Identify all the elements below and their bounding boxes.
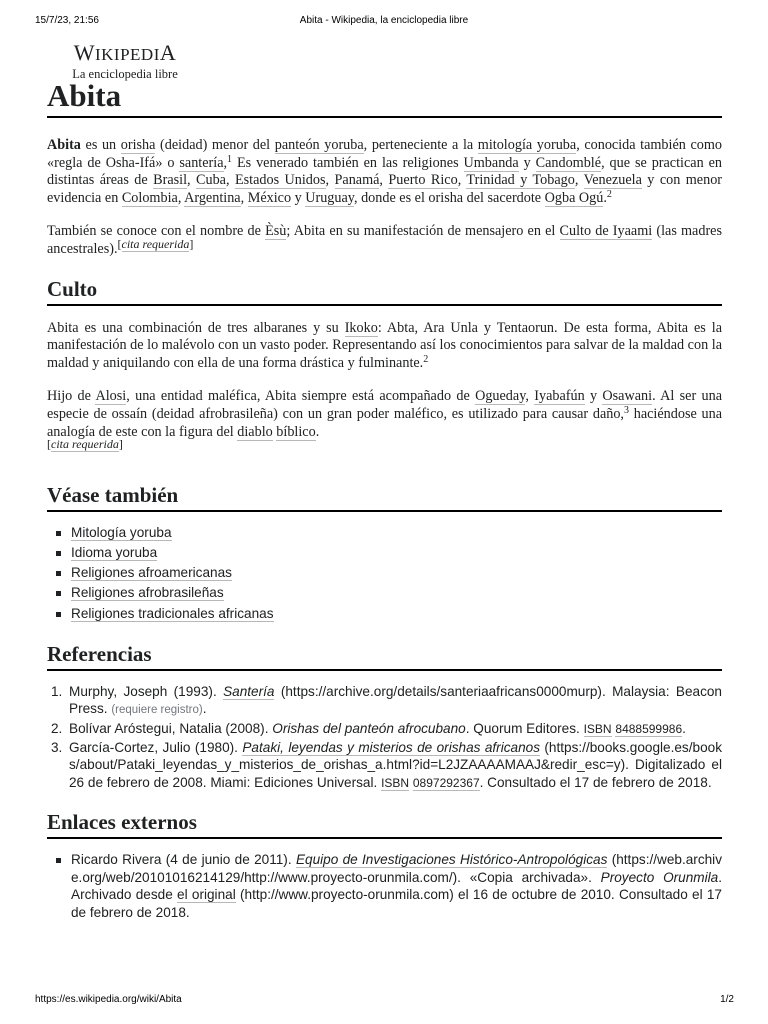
isbn-number-link[interactable]: 0897292367	[412, 775, 480, 790]
article-content	[47, 78, 722, 922]
link-cuba[interactable]: Cuba	[196, 172, 226, 189]
link-umbanda[interactable]: Umbanda	[463, 154, 519, 171]
ref-2-link[interactable]: 2	[606, 188, 612, 200]
external-links-list	[47, 851, 722, 921]
link-see-also[interactable]: Mitología yoruba	[71, 524, 172, 540]
print-header	[0, 15, 768, 29]
heading-vease-tambien: Véase también	[47, 482, 722, 512]
link-original[interactable]: el original	[177, 887, 236, 903]
reference-item: 1. Murphy, Joseph (1993). Santería (https://archive.org/details/santeriaafricans0000murp). Malaysia: Beacon Press. (requiere registro).	[51, 683, 722, 717]
ref-2-link[interactable]: 2	[423, 353, 429, 365]
external-link[interactable]: Equipo de Investigaciones Histórico-Antropológicas	[295, 852, 608, 868]
print-date: 15/7/23, 21:56	[35, 15, 99, 26]
isbn-link[interactable]: ISBN	[583, 721, 612, 736]
link-orisha[interactable]: orisha	[120, 137, 156, 153]
culto-paragraph-1: Abita es una combinación de tres albaranes y su Ikoko: Abta, Ara Unla y Tentaorun. De esta forma, Abita es la manifestación de lo malévolo con un vasto poder. Representando así los conocimientos para salvar de la maldad con la maldad y aniquilando con ella de una forma drástica y fulminante.$^2$	[47, 319, 722, 371]
ref-3-link[interactable]: 3	[623, 404, 629, 416]
page-title: Abita	[47, 78, 722, 118]
link-see-also[interactable]: Religiones afroamericanas	[71, 565, 232, 581]
link-puerto-rico[interactable]: Puerto Rico	[388, 172, 458, 189]
wikipedia-logo[interactable]	[66, 41, 184, 81]
isbn-number-link[interactable]: 8488599986	[615, 721, 683, 736]
link-biblico[interactable]: bíblico	[276, 423, 316, 440]
heading-referencias: Referencias	[47, 641, 722, 671]
ref-title-link[interactable]: Santería	[223, 683, 275, 699]
culto-paragraph-2: Hijo de Alosi, una entidad maléfica, Abita siempre está acompañado de Ogueday, Iyabafún y Osawani. Al ser una especie de ossaín (deidad afrobrasileña) con un gran poder maléfico, es utilizado para causar daño,$^3$ haciéndose una analogía de este con la figura del diablo bíblico. [cita requerida]	[47, 388, 723, 452]
intro-paragraph: Abita es un orisha (deidad) menor del panteón yoruba, perteneciente a la mitología yoruba, conocida también como «regla de Osha-Ifá» o santería,$^1$ Es venerado también en las religiones Umbanda y Candomblé, que se practican en distintas áreas de Brasil, Cuba, Estados Unidos, Panamá, Puerto Rico, Trinidad y Tobago, Venezuela y con menor evidencia en Colombia, Argentina, México y Uruguay, donde es el orisha del sacerdote Ogba Ogú.$^2$	[47, 137, 723, 206]
link-estados-unidos[interactable]: Estados Unidos	[234, 172, 326, 189]
link-see-also[interactable]: Religiones afrobrasileñas	[71, 585, 224, 601]
reference-item: 2. Bolívar Aróstegui, Natalia (2008). Orishas del panteón afrocubano. Quorum Editores. ISBN 8488599986.	[51, 720, 686, 736]
print-title: Abita - Wikipedia, la enciclopedia libre	[299, 15, 469, 26]
references-list	[47, 683, 722, 793]
list-item	[47, 543, 722, 563]
list-item	[47, 583, 722, 603]
heading-culto: Culto	[47, 276, 722, 306]
link-venezuela[interactable]: Venezuela	[583, 172, 642, 189]
link-mitologia-yoruba[interactable]: mitología yoruba	[477, 137, 577, 153]
ref-title-link[interactable]: Pataki, leyendas y misterios de orishas africanos	[242, 739, 540, 755]
print-footer	[0, 994, 768, 1008]
heading-enlaces-externos: Enlaces externos	[47, 809, 722, 839]
link-culto-iyaami[interactable]: Culto de Iyaami	[559, 223, 653, 240]
link-uruguay[interactable]: Uruguay	[305, 189, 354, 206]
cita-requerida-link[interactable]: cita requerida	[121, 236, 190, 251]
logo-wordmark: WIKIPEDIA	[73, 40, 177, 65]
link-mexico[interactable]: México	[247, 189, 292, 206]
link-argentina[interactable]: Argentina	[184, 189, 241, 206]
link-candomble[interactable]: Candomblé	[535, 154, 602, 171]
list-item: Ricardo Rivera (4 de junio de 2011). Equipo de Investigaciones Histórico-Antropológicas (https://web.archive.org/web/20101016214129/http://www.proyecto-orunmila.com/). «Copia archivada». Proyecto Orunmila. Archivado desde el original (http://www.proyecto-orunmila.com) el 16 de octubre de 2010. Consultado el 17 de febrero de 2018.	[47, 851, 722, 921]
print-page-number: 1/2	[720, 994, 734, 1005]
list-item	[47, 523, 722, 543]
list-item	[47, 563, 722, 583]
print-url: https://es.wikipedia.org/wiki/Abita	[35, 994, 182, 1005]
link-trinidad-tobago[interactable]: Trinidad y Tobago	[466, 172, 575, 189]
list-item	[47, 604, 722, 624]
link-santeria[interactable]: santería	[179, 154, 224, 171]
ref-1-link[interactable]: 1	[227, 153, 233, 165]
link-osawani[interactable]: Osawani	[602, 388, 653, 405]
logo-tagline: La enciclopedia libre	[72, 67, 178, 81]
link-see-also[interactable]: Religiones tradicionales africanas	[71, 605, 274, 621]
link-ogba-ogu[interactable]: Ogba Ogú	[544, 189, 604, 206]
link-ogueday[interactable]: Ogueday	[475, 388, 526, 405]
isbn-link[interactable]: ISBN	[381, 775, 410, 790]
link-panama[interactable]: Panamá	[334, 172, 380, 189]
reference-item: 3. García-Cortez, Julio (1980). Pataki, leyendas y misterios de orishas africanos (https://books.google.es/books/about/Pataki_leyendas_y_misterios_de_orishas_a.html?id=L2JZAAAAMAAJ&redir_esc=y). Digitalizado el 26 de febrero de 2008. Miami: Ediciones Universal. ISBN 0897292367. Consultado el 17 de febrero de 2018.	[51, 739, 722, 790]
link-see-also[interactable]: Idioma yoruba	[71, 544, 158, 560]
see-also-list	[47, 523, 722, 624]
link-brasil[interactable]: Brasil	[153, 172, 188, 189]
link-colombia[interactable]: Colombia	[121, 189, 178, 206]
cita-requerida-link[interactable]: cita requerida	[51, 437, 119, 452]
link-panteon-yoruba[interactable]: panteón yoruba	[274, 137, 364, 153]
link-diablo[interactable]: diablo	[237, 423, 273, 440]
link-iyabafun[interactable]: Iyabafún	[534, 388, 585, 405]
second-paragraph: También se conoce con el nombre de Èsù; Abita en su manifestación de mensajero en el Culto de Iyaami (las madres ancestrales).[cita requerida]	[47, 223, 722, 257]
link-ikoko[interactable]: Ikoko	[344, 319, 378, 336]
link-alosi[interactable]: Alosi	[95, 388, 127, 405]
link-esu[interactable]: Èsù	[265, 223, 287, 240]
